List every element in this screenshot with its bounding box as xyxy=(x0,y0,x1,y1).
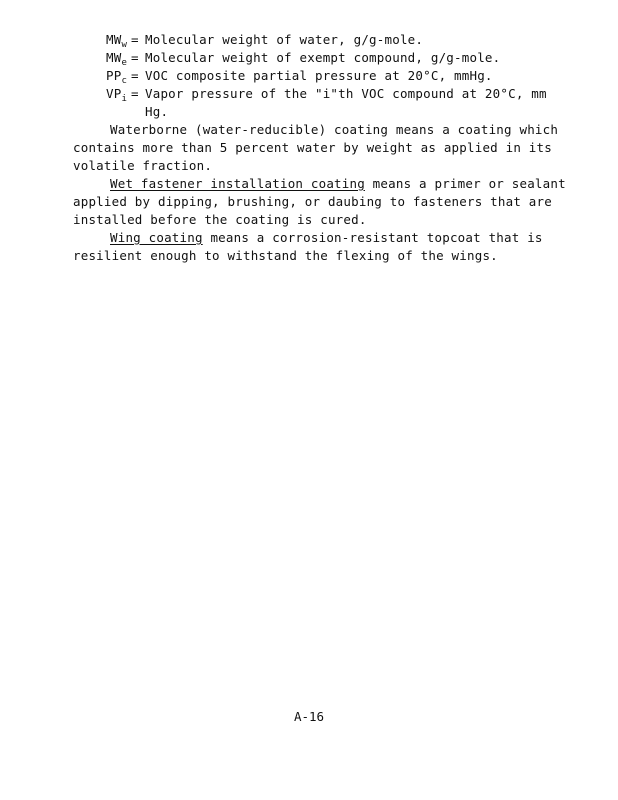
definition-text: VOC composite partial pressure at 20°C, mmHg. xyxy=(145,68,493,83)
paragraph-wing-coating-line-1 xyxy=(110,229,543,247)
definition-continuation: Hg. xyxy=(145,104,169,119)
definition-symbol: $MW_w$ xyxy=(106,32,128,50)
paragraph-text: coating means a coating which xyxy=(326,122,559,137)
equals-sign: = xyxy=(131,68,139,83)
paragraph-waterborne-line-3: volatile fraction. xyxy=(73,158,213,173)
definition-symbol: $MW_e$ xyxy=(106,50,128,68)
defined-term: Wing coating xyxy=(110,230,203,245)
equals-sign: = xyxy=(131,32,139,47)
definition-symbol: $PP_c$ xyxy=(106,68,128,86)
definition-text: Molecular weight of exempt compound, g/g-mole. xyxy=(145,50,501,65)
paragraph-text: means a corrosion-resistant topcoat that is xyxy=(202,230,543,245)
defined-term: Wet fastener installation coating xyxy=(110,176,365,191)
page-number: A-16 xyxy=(293,709,325,724)
paragraph-text: means a primer or sealant xyxy=(364,176,566,191)
paragraph-waterborne-line-1 xyxy=(110,121,558,139)
definition-text: Molecular weight of water, g/g-mole. xyxy=(145,32,424,47)
definition-symbol: $VP_i$ xyxy=(106,86,128,104)
equals-sign: = xyxy=(131,86,139,101)
paragraph-wet-fastener-line-2: applied by dipping, brushing, or daubing to fasteners that are xyxy=(73,194,552,209)
defined-term: Waterborne (water-reducible) xyxy=(110,122,327,137)
definition-text: Vapor pressure of the "i"th VOC compound at 20°C, mm xyxy=(145,86,547,101)
paragraph-wet-fastener-line-3: installed before the coating is cured. xyxy=(73,212,367,227)
equals-sign: = xyxy=(131,50,139,65)
paragraph-waterborne-line-2: contains more than 5 percent water by weight as applied in its xyxy=(73,140,552,155)
paragraph-wet-fastener-line-1 xyxy=(110,175,566,193)
paragraph-wing-coating-line-2: resilient enough to withstand the flexing of the wings. xyxy=(73,248,498,263)
